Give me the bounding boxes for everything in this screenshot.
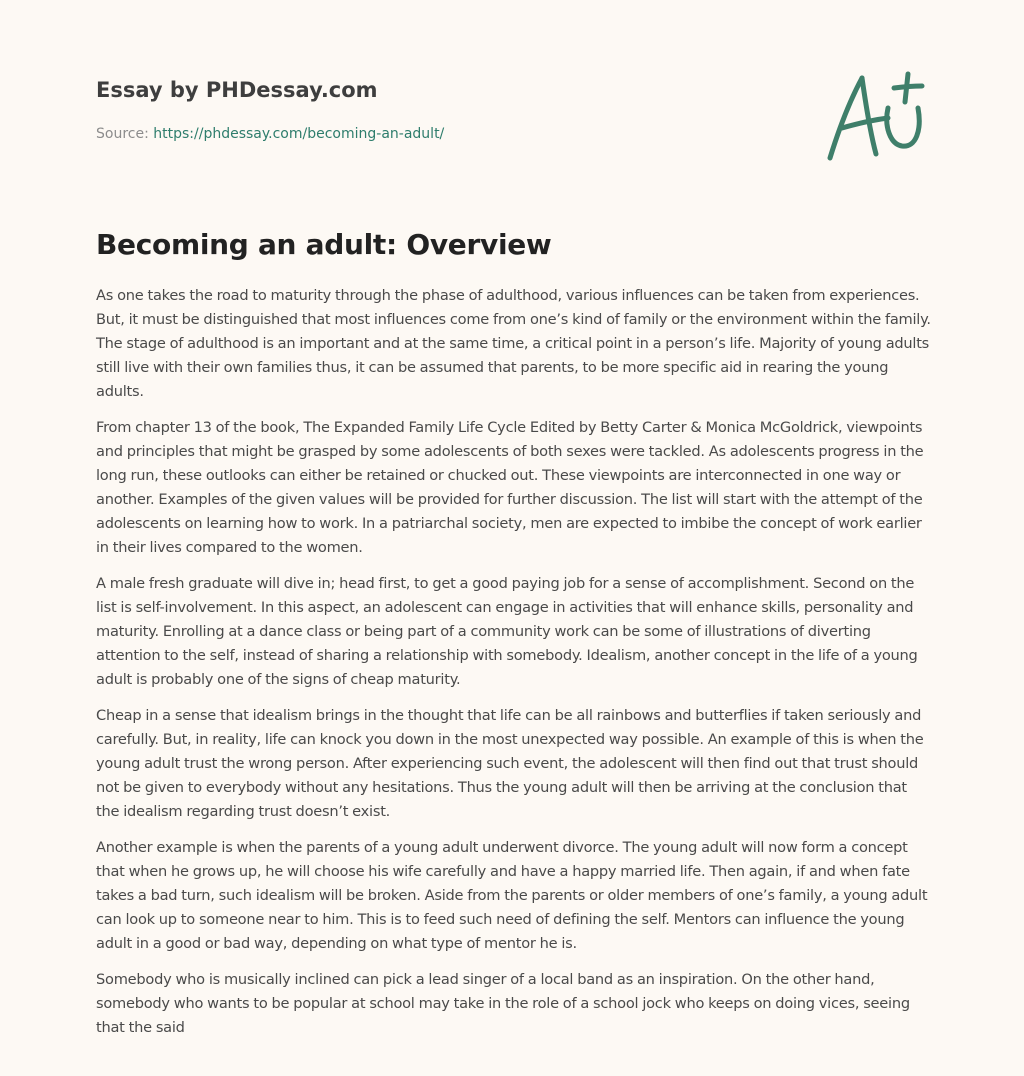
article-title: Becoming an adult: Overview	[96, 228, 552, 261]
paragraph: Cheap in a sense that idealism brings in the thought that life can be all rainbows and butterflies if taken seriously and carefully. But, in reality, life can knock you down in the most unexpected way possible. An example of this is when the young adult trust the wrong person. After experiencing such event, the adolescent will then find out that trust should not be given to everybody without any hesitations. Thus the young adult will then be arriving at the conclusion that the idealism regarding trust doesn’t exist.	[96, 707, 924, 820]
paragraph: Another example is when the parents of a young adult underwent divorce. The young adult will now form a concept that when he grows up, he will choose his wife carefully and have a happy married life. Then again, if and when fate takes a bad turn, such idealism will be broken. Aside from the parents or older members of one’s family, a young adult can look up to someone near to him. This is to feed such need of defining the self. Mentors can influence the young adult in a good or bad way, depending on what type of mentor he is.	[96, 839, 928, 952]
paragraph: Somebody who is musically inclined can pick a lead singer of a local band as an inspiration. On the other hand, somebody who wants to be popular at school may take in the role of a school jock who keeps on doing vices, seeing that the said	[96, 971, 910, 1036]
paragraph: As one takes the road to maturity through the phase of adulthood, various influences can be taken from experiences. But, it must be distinguished that most influences come from one’s kind of family or the environment within the family. The stage of adulthood is an important and at the same time, a critical point in a person’s life. Majority of young adults still live with their own families thus, it can be assumed that parents, to be more specific aid in rearing the young adults.	[96, 287, 931, 400]
paragraph: From chapter 13 of the book, The Expanded Family Life Cycle Edited by Betty Carter & Monica McGoldrick, viewpoints and principles that might be grasped by some adolescents of both sexes were tackled. As adolescents progress in the long run, these outlooks can either be retained or chucked out. These viewpoints are interconnected in one way or another. Examples of the given values will be provided for further discussion. The list will start with the attempt of the adolescents on learning how to work. In a patriarchal society, men are expected to imbibe the concept of work earlier in their lives compared to the women.	[96, 419, 924, 556]
site-brand: Essay by PHDessay.com	[96, 78, 378, 102]
page-header	[96, 76, 696, 144]
source-label: Source:	[96, 126, 154, 142]
source-line	[96, 124, 696, 144]
paragraph: A male fresh graduate will dive in; head first, to get a good paying job for a sense of accomplishment. Second on the list is self-involvement. In this aspect, an adolescent can engage in activities that will enhance skills, personality and maturity. Enrolling at a dance class or being part of a community work can be some of illustrations of diverting attention to the self, instead of sharing a relationship with somebody. Idealism, another concept in the life of a young adult is probably one of the signs of cheap maturity.	[96, 575, 918, 688]
article-body	[96, 284, 932, 1052]
source-link[interactable]: https://phdessay.com/becoming-an-adult/	[153, 126, 445, 142]
a-plus-logo-icon	[822, 66, 928, 166]
